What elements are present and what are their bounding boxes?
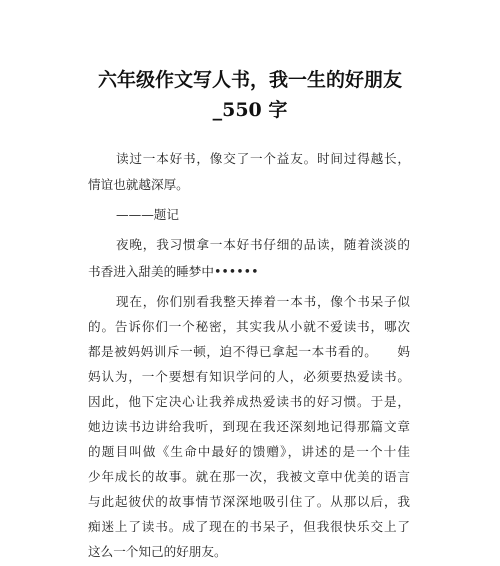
paragraph-line: 少年成长的故事。就在那一次，我被文章中优美的语言 bbox=[88, 469, 410, 484]
paragraph-line: 的。告诉你们一个秘密，其实我从小就不爱读书，哪次 bbox=[88, 319, 410, 334]
paragraph-line: 现在，你们别看我整天捧着一本书，像个书呆子似 bbox=[116, 294, 410, 309]
paragraph-line: 书香进入甜美的睡梦中•••••• bbox=[88, 264, 259, 279]
paragraph-line: 的题目叫做《生命中最好的馈赠》，讲述的是一个十佳 bbox=[88, 444, 410, 459]
document-title-line-2: _550 字 bbox=[212, 99, 288, 121]
paragraph-line: 读过一本好书，像交了一个益友。时间过得越长， bbox=[116, 151, 410, 166]
paragraph-line: 痴迷上了读书。成了现在的书呆子，但我很快乐交上了 bbox=[88, 519, 410, 534]
document-title-line-1: 六年级作文写人书，我一生的好朋友 bbox=[97, 69, 402, 91]
paragraph-line: 与此起彼伏的故事情节深深地吸引住了。从那以后，我 bbox=[88, 494, 410, 509]
paragraph-line: 这么一个知己的好朋友。 bbox=[88, 544, 227, 559]
epigraph-attribution: ———题记 bbox=[116, 207, 179, 222]
paragraph-line: 她边读书边讲给我听，到现在我还深刻地记得那篇文章 bbox=[88, 419, 410, 434]
paragraph-line: 都是被妈妈训斥一顿，迫不得已拿起一本书看的。 妈 bbox=[88, 344, 410, 359]
paragraph-line: 妈认为，一个要想有知识学问的人，必须要热爱读书。 bbox=[88, 369, 410, 384]
paragraph-line: 情谊也就越深厚。 bbox=[88, 177, 189, 192]
paragraph-line: 夜晚，我习惯拿一本好书仔细的品读，随着淡淡的 bbox=[116, 237, 410, 252]
paragraph-line: 因此，他下定决心让我养成热爱读书的好习惯。于是， bbox=[88, 394, 410, 409]
